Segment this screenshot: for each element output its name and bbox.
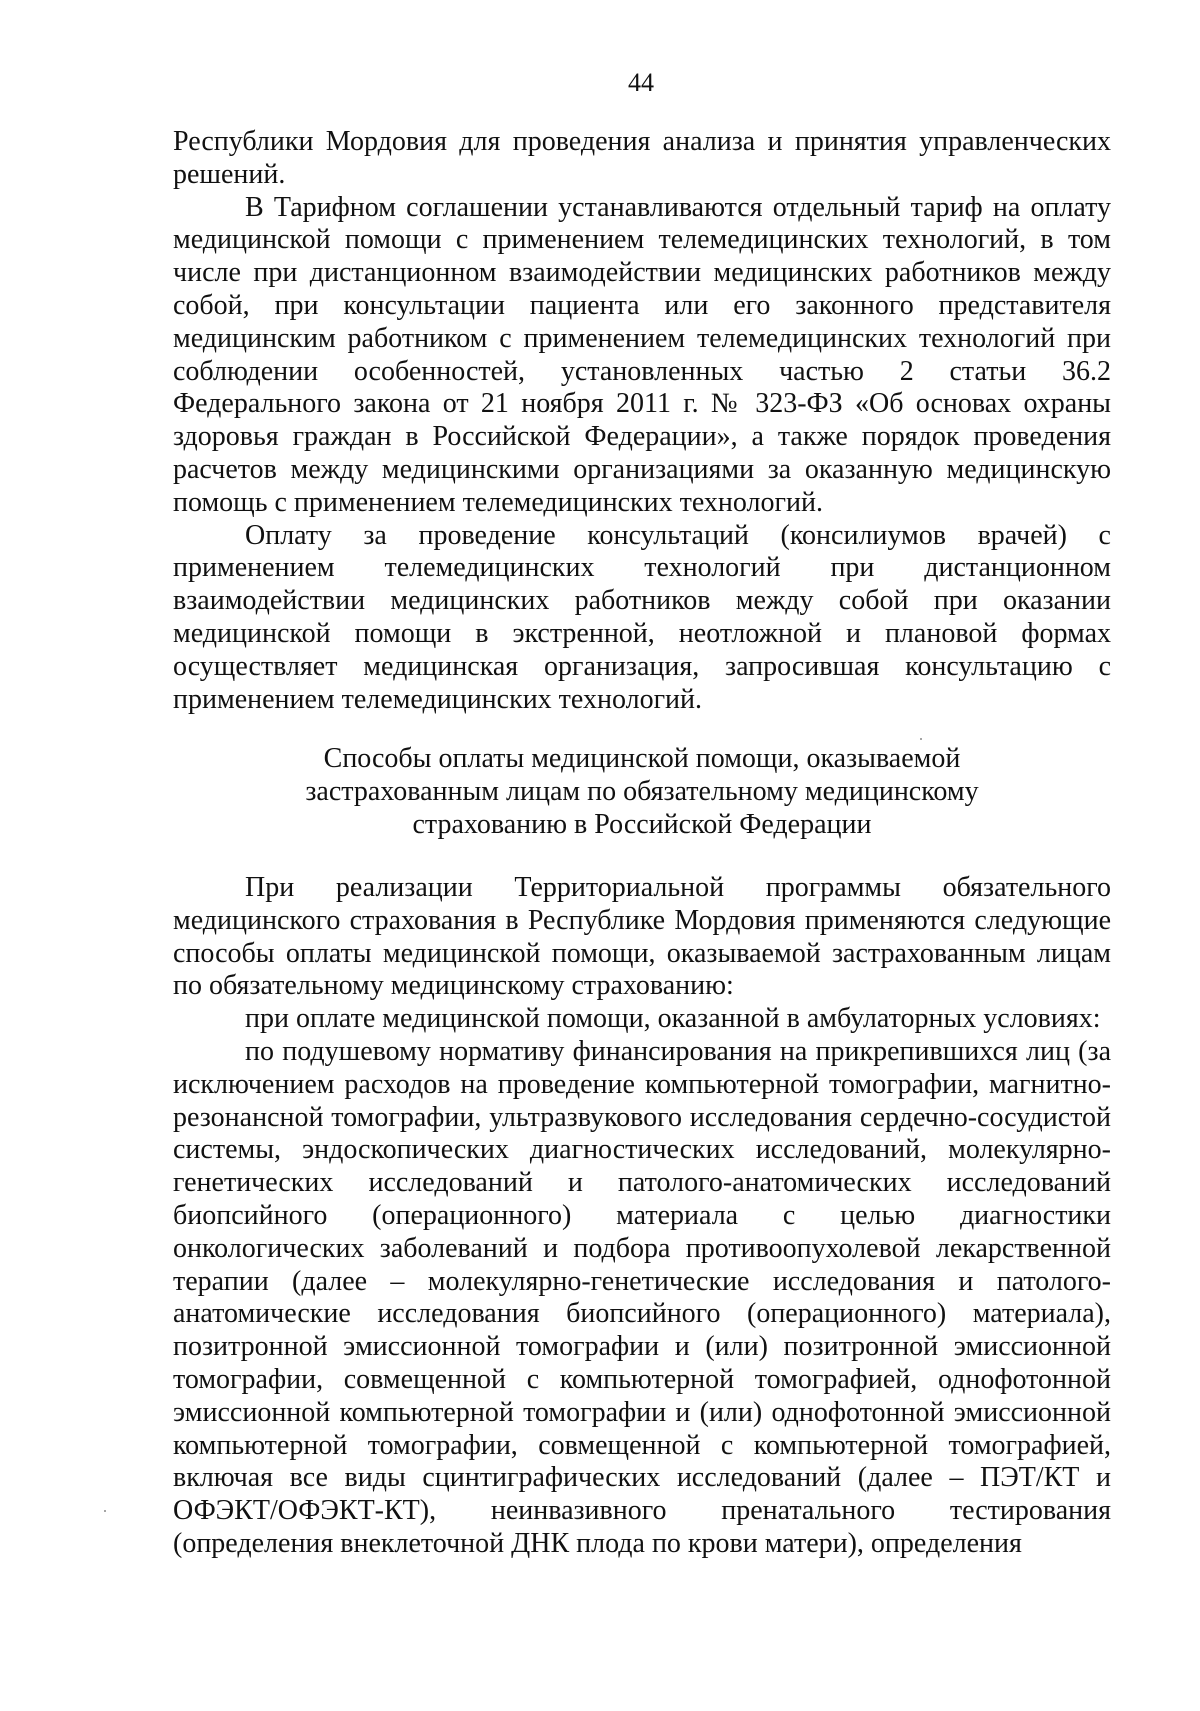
paragraph-consultation-payment: Оплату за проведение консультаций (консилиумов врачей) с применением телемедицинских технологий при дистанционном взаимодействии медицинских работников между собой при оказании медицинской помощи в экстренной, неотложной и плановой формах осуществляет медицинская организация, запросившая консультацию с применением телемедицинских технологий. bbox=[173, 519, 1111, 715]
bottom-text-section bbox=[173, 872, 1111, 1561]
paragraph-per-capita: по подушевому нормативу финансирования на прикрепившихся лиц (за исключением расходов на проведение компьютерной томографии, магнитно-резонансной томографии, ультразвукового исследования сердечно-сосудистой системы, эндоскопических диагностических исследований, молекулярно-генетических исследований и патолого-анатомических исследований биопсийного (операционного) материала с целью диагностики онкологических заболеваний и подбора противоопухолевой лекарственной терапии (далее – молекулярно-генетические исследования и патолого-анатомические исследования биопсийного (операционного) материала), позитронной эмиссионной томографии и (или) позитронной эмиссионной томографии, совмещенной с компьютерной томографией, однофотонной эмиссионной компьютерной томографии и (или) однофотонной эмиссионной компьютерной томографии, совмещенной с компьютерной томографией, включая все виды сцинтиграфических исследований (далее – ПЭТ/КТ и ОФЭКТ/ОФЭКТ-КТ), неинвазивного пренатального тестирования (определения внеклеточной ДНК плода по крови матери), определения bbox=[173, 1035, 1111, 1559]
scan-speck bbox=[920, 738, 922, 740]
paragraph-telemedicine-tariff: В Тарифном соглашении устанавливаются отдельный тариф на оплату медицинской помощи с применением телемедицинских технологий, в том числе при дистанционном взаимодействии медицинских работников между собой, при консультации пациента или его законного представителя медицинским работником с применением телемедицинских технологий при соблюдении особенностей, установленных частью 2 статьи 36.2 Федерального закона от 21 ноября 2011 г. № 323-ФЗ «Об основах охраны здоровья граждан в Российской Федерации», а также порядок проведения расчетов между медицинскими организациями за оказанную медицинскую помощь с применением телемедицинских технологий. bbox=[173, 191, 1111, 518]
paragraph-outpatient: при оплате медицинской помощи, оказанной в амбулаторных условиях: bbox=[245, 1003, 1101, 1035]
paragraph-payment-methods-intro: При реализации Территориальной программы обязательного медицинского страхования в Республике Мордовия применяются следующие способы оплаты медицинской помощи, оказываемой застрахованным лицам по обязательному медицинскому страхованию: bbox=[173, 872, 1111, 1002]
scan-speck bbox=[104, 1510, 106, 1512]
heading-line: страхованию в Российской Федерации bbox=[412, 809, 872, 840]
heading-line: застрахованным лицам по обязательному медицинскому bbox=[305, 776, 979, 807]
paragraph-continuation: Республики Мордовия для проведения анализа и принятия управленческих решений. bbox=[173, 126, 1111, 190]
top-text-section bbox=[173, 126, 1111, 716]
page-number: 44 bbox=[628, 68, 654, 97]
section-heading bbox=[173, 742, 1111, 841]
heading-line: Способы оплаты медицинской помощи, оказываемой bbox=[323, 743, 961, 774]
